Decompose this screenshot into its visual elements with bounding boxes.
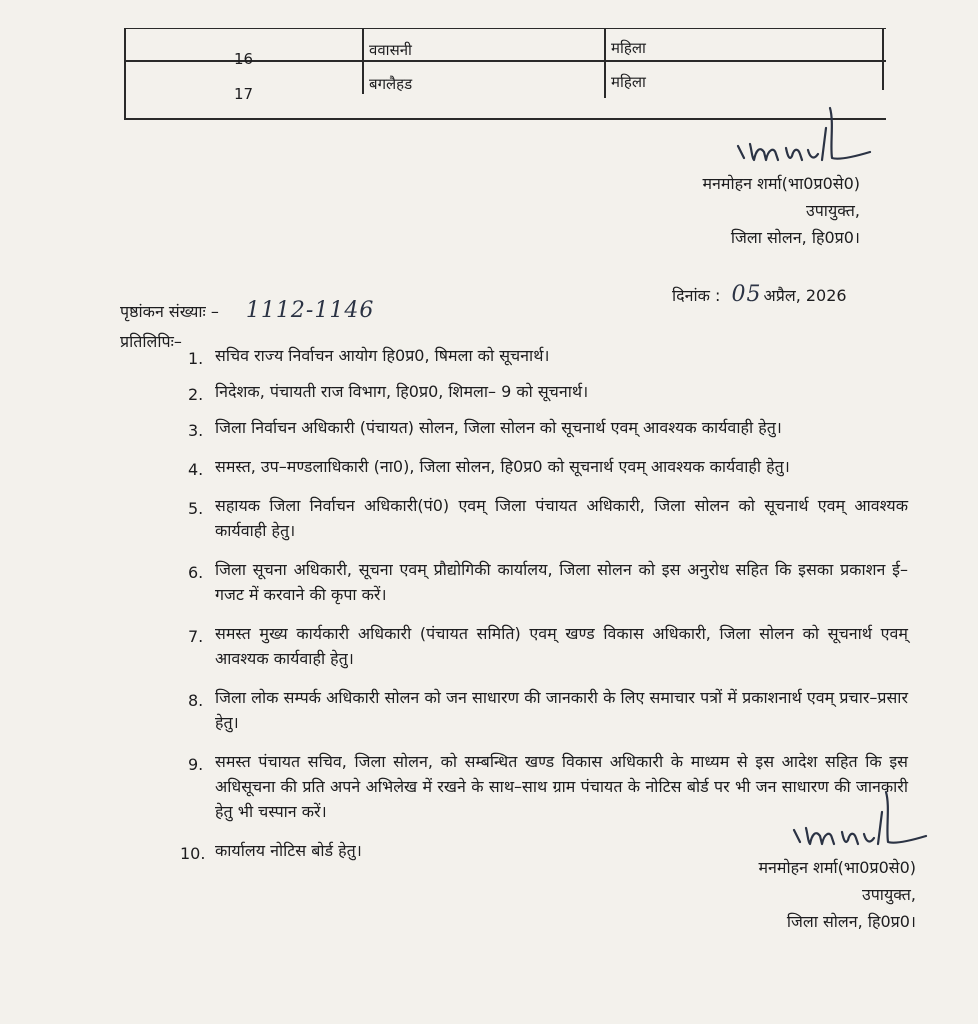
list-item [190,557,908,607]
list-item [190,343,908,368]
signer-office: जिला सोलन, हि0प्र0। [730,228,860,247]
item-text: कार्यालय नोटिस बोर्ड हेतु। [215,841,362,860]
signature-2 [786,772,936,852]
reference-number-handwritten: 1112-1146 [245,298,375,323]
list-item [190,685,908,735]
name-cell: बगलैहड [369,75,413,93]
item-text: निदेशक, पंचायती राज विभाग, हि0प्र0, शिमला– 9 को सूचनार्थ। [215,382,589,401]
copies-heading: प्रतिलिपिः– [120,332,182,351]
item-number: 1. [188,349,204,368]
date-day-handwritten: 05 [731,282,762,307]
signature-1 [730,88,880,168]
signer-name: मनमोहन शर्मा(भा0प्र0से0) [758,858,916,877]
list-item [190,621,908,671]
item-number: 2. [188,385,204,404]
name-cell: ववासनी [369,41,412,59]
reference-number [120,298,374,323]
item-number: 8. [188,691,204,710]
category-cell: महिला [611,73,646,91]
list-item [190,415,908,440]
item-number: 4. [188,460,204,479]
item-text: समस्त मुख्य कार्यकारी अधिकारी (पंचायत समिति) एवम् खण्ड विकास अधिकारी, जिला सोलन को सूचनार्थ एवम् आवश्यक कार्यवाही हेतु। [215,624,908,668]
item-text: सहायक जिला निर्वाचन अधिकारी(पं0) एवम् जिला पंचायत अधिकारी, जिला सोलन को सूचनार्थ एवम् आवश्यक कार्यवाही हेतु। [215,496,908,540]
list-item [190,379,908,404]
item-number: 3. [188,421,204,440]
reference-label: पृष्ठांकन संख्याः – [120,302,219,321]
item-text: जिला सूचना अधिकारी, सूचना एवम् प्रौद्योगिकी कार्यालय, जिला सोलन को इस अनुरोध सहित कि इसका प्रकाशन ई–गजट में करवाने की कृपा करें। [215,560,908,604]
serial-cell: 16 [234,50,254,68]
signature-block-1 [702,170,860,251]
signer-designation: उपायुक्त, [861,885,916,904]
reference-date [672,282,847,307]
item-number: 10. [180,844,206,863]
list-item [190,454,908,479]
item-text: जिला लोक सम्पर्क अधिकारी सोलन को जन साधारण की जानकारी के लिए समाचार पत्रों में प्रकाशनार्थ एवम् प्रचार–प्रसार हेतु। [215,688,908,732]
item-number: 9. [188,755,204,774]
item-text: समस्त, उप–मण्डलाधिकारी (ना0), जिला सोलन, हि0प्र0 को सूचनार्थ एवम् आवश्यक कार्यवाही हेतु। [215,457,790,476]
signer-name: मनमोहन शर्मा(भा0प्र0से0) [702,174,860,193]
date-rest: अप्रैल, 2026 [763,286,847,305]
item-text: सचिव राज्य निर्वाचन आयोग हि0प्र0, षिमला को सूचनार्थ। [215,346,550,365]
signer-designation: उपायुक्त, [805,201,860,220]
signer-office: जिला सोलन, हि0प्र0। [786,912,916,931]
signature-block-2 [758,854,916,935]
date-label: दिनांक : [672,286,721,305]
item-number: 7. [188,627,204,646]
item-number: 6. [188,563,204,582]
item-number: 5. [188,499,204,518]
list-item [190,493,908,543]
item-text: जिला निर्वाचन अधिकारी (पंचायत) सोलन, जिला सोलन को सूचनार्थ एवम् आवश्यक कार्यवाही हेतु। [215,418,782,437]
item-text: समस्त पंचायत सचिव, जिला सोलन, को सम्बन्धित खण्ड विकास अधिकारी के माध्यम से इस आदेश सहित कि इस अधिसूचना की प्रति अपने अभिलेख में रखने के साथ–साथ ग्राम पंचायत के नोटिस बोर्ड पर भी जन साधारण की जानकारी हेतु भी चस्पान करें। [215,752,908,821]
category-cell: महिला [611,39,646,57]
serial-cell: 17 [234,85,254,103]
